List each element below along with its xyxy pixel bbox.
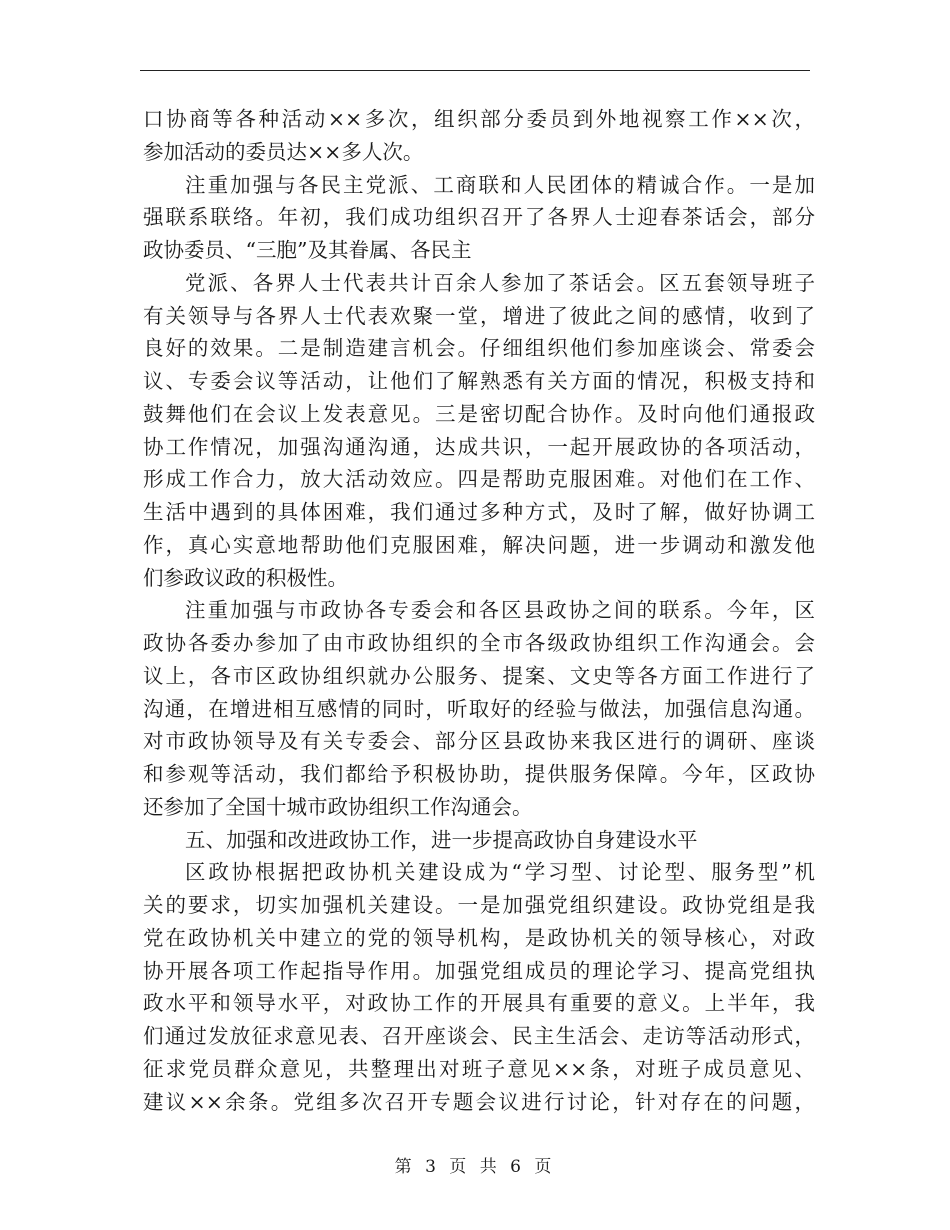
text-line: 党在政协机关中建立的党的领导机构，是政协机关的领导核心，对政 [143, 925, 815, 950]
text-line: 还参加了全国十城市政协组织工作沟通会。 [143, 794, 533, 819]
text-line: 建议××余条。党组多次召开专题会议进行讨论，针对存在的问题， [143, 1089, 815, 1114]
text-line: 们通过发放征求意见表、召开座谈会、民主生活会、走访等活动形式， [143, 1024, 815, 1048]
text-line: 协工作情况，加强沟通沟通，达成共识，一起开展政协的各项活动， [143, 434, 815, 459]
text-line: 政协委员、“三胞”及其眷属、各民主 [143, 238, 472, 262]
text-line: 区政协根据把政协机关建设成为“学习型、讨论型、服务型”机 [185, 860, 815, 885]
text-line: 征求党员群众意见，共整理出对班子意见××条，对班子成员意见、 [143, 1056, 815, 1081]
text-line: 协开展各项工作起指导作用。加强党组成员的理论学习、提高党组执 [143, 958, 815, 983]
section-heading: 五、加强和改进政协工作，进一步提高政协自身建设水平 [185, 827, 698, 852]
text-line: 生活中遇到的具体困难，我们通过多种方式，及时了解，做好协调工 [143, 500, 815, 524]
text-line: 鼓舞他们在会议上发表意见。三是密切配合协作。及时向他们通报政 [143, 401, 815, 426]
text-line: 议、专委会议等活动，让他们了解熟悉有关方面的情况，积极支持和 [143, 369, 815, 393]
text-line: 们参政议政的积极性。 [143, 565, 348, 590]
text-line: 参加活动的委员达××多人次。 [143, 139, 424, 164]
text-line: 注重加强与市政协各专委会和各区县政协之间的联系。今年，区 [185, 598, 815, 623]
text-line: 沟通，在增进相互感情的同时，听取好的经验与做法，加强信息沟通。 [143, 696, 815, 721]
text-line: 注重加强与各民主党派、工商联和人民团体的精诚合作。一是加 [185, 172, 815, 197]
document-body [143, 103, 815, 1118]
text-line: 形成工作合力，放大活动效应。四是帮助克服困难。对他们在工作、 [143, 467, 815, 492]
text-line: 政协各委办参加了由市政协组织的全市各级政协组织工作沟通会。会 [143, 631, 815, 655]
text-line: 有关领导与各界人士代表欢聚一堂，增进了彼此之间的感情，收到了 [143, 303, 815, 328]
header-rule [140, 70, 810, 71]
page-number: 第 3 页 共 6 页 [394, 1157, 556, 1177]
text-line: 对市政协领导及有关专委会、部分区县政协来我区进行的调研、座谈 [143, 729, 815, 754]
text-line: 强联系联络。年初，我们成功组织召开了各界人士迎春茶话会，部分 [143, 205, 815, 230]
text-line: 作，真心实意地帮助他们克服困难，解决问题，进一步调动和激发他 [143, 532, 815, 557]
text-line: 政水平和领导水平，对政协工作的开展具有重要的意义。上半年，我 [143, 991, 815, 1016]
text-line: 党派、各界人士代表共计百余人参加了茶话会。区五套领导班子 [185, 270, 815, 295]
text-line: 议上，各市区政协组织就办公服务、提案、文史等各方面工作进行了 [143, 663, 815, 688]
text-line: 良好的效果。二是制造建言机会。仔细组织他们参加座谈会、常委会 [143, 336, 815, 361]
text-line: 和参观等活动，我们都给予积极协助，提供服务保障。今年，区政协 [143, 762, 815, 786]
text-line: 关的要求，切实加强机关建设。一是加强党组织建设。政协党组是我 [143, 893, 815, 917]
text-line: 口协商等各种活动××多次，组织部分委员到外地视察工作××次， [143, 107, 815, 131]
